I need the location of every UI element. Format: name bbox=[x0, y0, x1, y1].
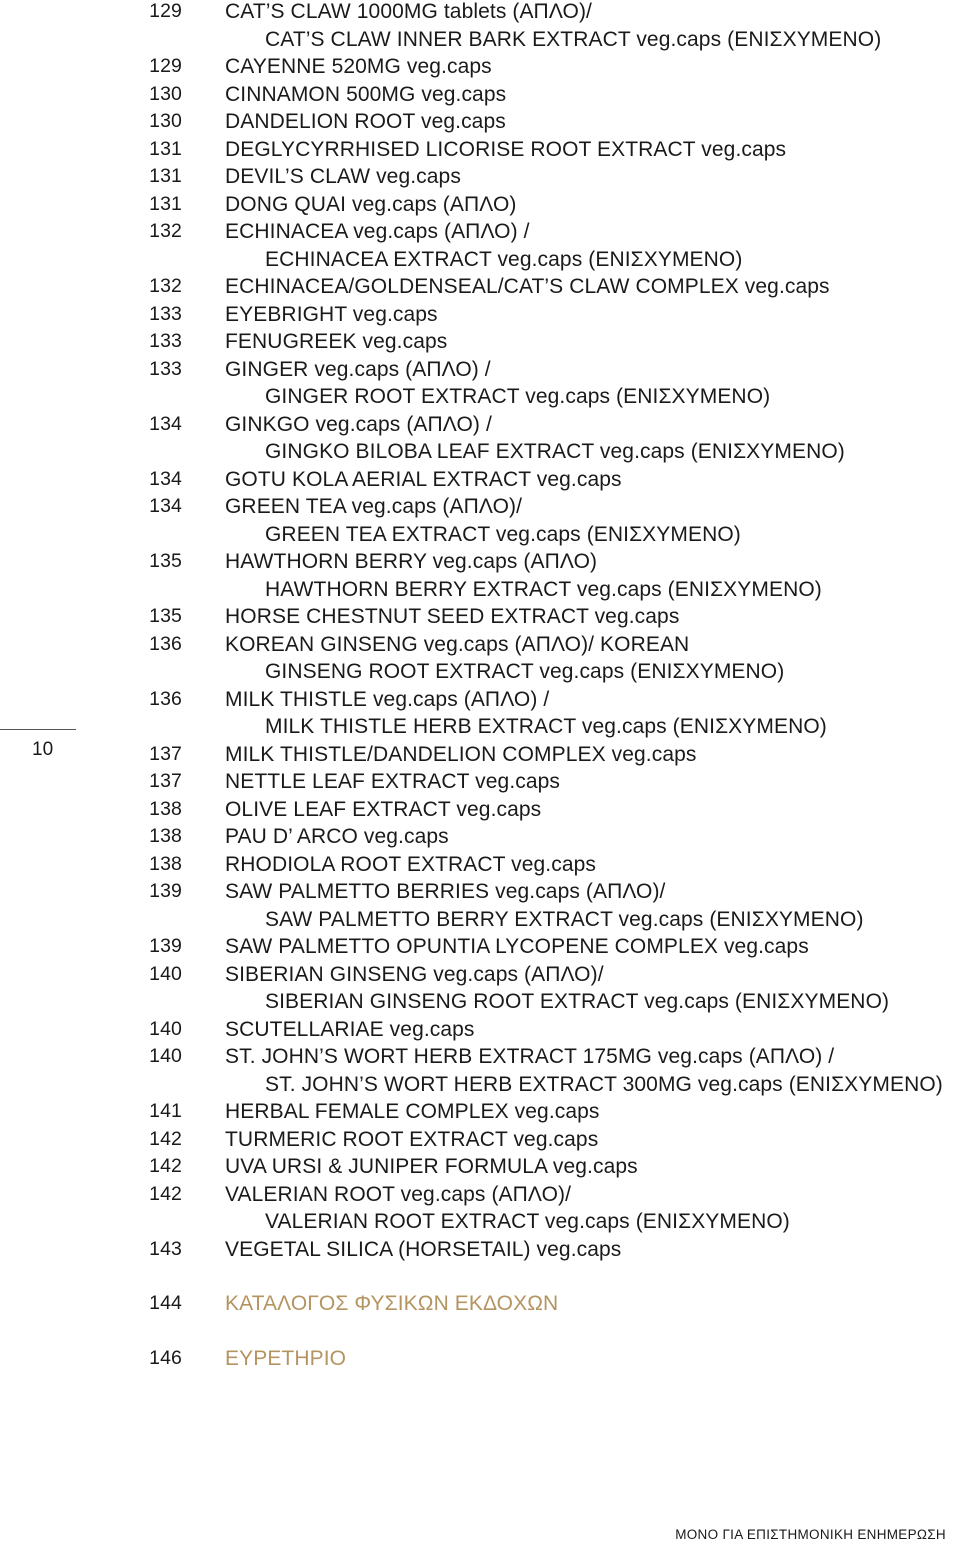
entry-title-continuation: GINGKO BILOBA LEAF EXTRACT veg.caps (ΕΝΙΣΧΥΜΕΝΟ) bbox=[265, 440, 845, 464]
page-number: 139 bbox=[149, 935, 182, 958]
page-number: 134 bbox=[149, 495, 182, 518]
entry-title: VALERIAN ROOT veg.caps (ΑΠΛΟ)/ bbox=[225, 1182, 572, 1206]
entry-title-continuation: MILK THISTLE HERB EXTRACT veg.caps (ΕΝΙΣΧΥΜΕΝΟ) bbox=[265, 715, 827, 739]
entry-title-continuation: CAT’S CLAW INNER BARK EXTRACT veg.caps (ΕΝΙΣΧΥΜΕΝΟ) bbox=[265, 27, 882, 51]
page-number: 130 bbox=[149, 110, 182, 133]
entry-title: HERBAL FEMALE COMPLEX veg.caps bbox=[225, 1100, 600, 1124]
page-number: 141 bbox=[149, 1100, 182, 1123]
entry-title: VEGETAL SILICA (HORSETAIL) veg.caps bbox=[225, 1237, 622, 1261]
page-number: 133 bbox=[149, 357, 182, 380]
page-number: 137 bbox=[149, 770, 182, 793]
page-number: 133 bbox=[149, 302, 182, 325]
entry-title: GREEN TEA veg.caps (ΑΠΛΟ)/ bbox=[225, 495, 523, 519]
page-number: 142 bbox=[149, 1182, 182, 1205]
page-number: 131 bbox=[149, 165, 182, 188]
page-number: 136 bbox=[149, 632, 182, 655]
page-number: 138 bbox=[149, 852, 182, 875]
page-number: 136 bbox=[149, 687, 182, 710]
entry-title-continuation: GINSENG ROOT EXTRACT veg.caps (ΕΝΙΣΧΥΜΕΝΟ) bbox=[265, 660, 785, 684]
entry-title-continuation: VALERIAN ROOT EXTRACT veg.caps (ΕΝΙΣΧΥΜΕΝΟ) bbox=[265, 1210, 790, 1234]
entry-title: DEGLYCYRRHISED LICORISE ROOT EXTRACT veg.caps bbox=[225, 137, 787, 161]
page-number: 146 bbox=[149, 1347, 182, 1370]
page-number: 144 bbox=[149, 1292, 182, 1315]
entry-title-continuation: GREEN TEA EXTRACT veg.caps (ΕΝΙΣΧΥΜΕΝΟ) bbox=[265, 522, 741, 546]
entry-title: HAWTHORN BERRY veg.caps (ΑΠΛΟ) bbox=[225, 550, 598, 574]
entry-title: OLIVE LEAF EXTRACT veg.caps bbox=[225, 797, 542, 821]
page-number: 140 bbox=[149, 962, 182, 985]
entry-title: ΚΑΤΑΛΟΓΟΣ ΦΥΣΙΚΩΝ ΕΚΔΟΧΩΝ bbox=[225, 1292, 559, 1316]
entry-title: SIBERIAN GINSENG veg.caps (ΑΠΛΟ)/ bbox=[225, 962, 604, 986]
entry-title: SCUTELLARIAE veg.caps bbox=[225, 1017, 475, 1041]
entry-title: ECHINACEA veg.caps (ΑΠΛΟ) / bbox=[225, 220, 530, 244]
side-page-number: 10 bbox=[32, 739, 54, 760]
entry-title: DEVIL’S CLAW veg.caps bbox=[225, 165, 461, 189]
entry-title: GINKGO veg.caps (ΑΠΛΟ) / bbox=[225, 412, 492, 436]
entry-title: MILK THISTLE/DANDELION COMPLEX veg.caps bbox=[225, 742, 697, 766]
page-number: 132 bbox=[149, 275, 182, 298]
entry-title: UVA URSI & JUNIPER FORMULA veg.caps bbox=[225, 1155, 638, 1179]
entry-title: PAU D’ ARCO veg.caps bbox=[225, 825, 449, 849]
page-number: 137 bbox=[149, 742, 182, 765]
entry-title: NETTLE LEAF EXTRACT veg.caps bbox=[225, 770, 561, 794]
page-number: 139 bbox=[149, 880, 182, 903]
page-number: 140 bbox=[149, 1045, 182, 1068]
page-number: 135 bbox=[149, 550, 182, 573]
entry-title: SAW PALMETTO BERRIES veg.caps (ΑΠΛΟ)/ bbox=[225, 880, 666, 904]
page-number: 143 bbox=[149, 1237, 182, 1260]
page-number: 132 bbox=[149, 220, 182, 243]
entry-title: CAT’S CLAW 1000MG tablets (ΑΠΛΟ)/ bbox=[225, 0, 592, 24]
page-number: 138 bbox=[149, 825, 182, 848]
entry-title: ST. JOHN’S WORT HERB EXTRACT 175MG veg.caps (ΑΠΛΟ) / bbox=[225, 1045, 835, 1069]
entry-title: DANDELION ROOT veg.caps bbox=[225, 110, 506, 134]
entry-title: GINGER veg.caps (ΑΠΛΟ) / bbox=[225, 357, 491, 381]
page-number: 129 bbox=[149, 0, 182, 23]
entry-title: CAYENNE 520MG veg.caps bbox=[225, 55, 492, 79]
page-number: 131 bbox=[149, 192, 182, 215]
page-number: 142 bbox=[149, 1155, 182, 1178]
side-divider bbox=[0, 729, 76, 730]
page-number: 134 bbox=[149, 412, 182, 435]
entry-title: HORSE CHESTNUT SEED EXTRACT veg.caps bbox=[225, 605, 680, 629]
entry-title: DONG QUAI veg.caps (ΑΠΛΟ) bbox=[225, 192, 517, 216]
entry-title: EYEBRIGHT veg.caps bbox=[225, 302, 438, 326]
page-number: 130 bbox=[149, 82, 182, 105]
page-number: 142 bbox=[149, 1127, 182, 1150]
page-number: 131 bbox=[149, 137, 182, 160]
entry-title-continuation: ECHINACEA EXTRACT veg.caps (ΕΝΙΣΧΥΜΕΝΟ) bbox=[265, 247, 743, 271]
entry-title-continuation: SAW PALMETTO BERRY EXTRACT veg.caps (ΕΝΙΣΧΥΜΕΝΟ) bbox=[265, 907, 864, 931]
entry-title: KOREAN GINSENG veg.caps (ΑΠΛΟ)/ KOREAN bbox=[225, 632, 690, 656]
entry-title-continuation: ST. JOHN’S WORT HERB EXTRACT 300MG veg.caps (ΕΝΙΣΧΥΜΕΝΟ) bbox=[265, 1072, 943, 1096]
page-number: 133 bbox=[149, 330, 182, 353]
entry-title: ΕΥΡΕΤΗΡΙΟ bbox=[225, 1347, 347, 1371]
entry-title: MILK THISTLE veg.caps (ΑΠΛΟ) / bbox=[225, 687, 550, 711]
entry-title: TURMERIC ROOT EXTRACT veg.caps bbox=[225, 1127, 599, 1151]
entry-title: ECHINACEA/GOLDENSEAL/CAT’S CLAW COMPLEX veg.caps bbox=[225, 275, 830, 299]
entry-title: RHODIOLA ROOT EXTRACT veg.caps bbox=[225, 852, 596, 876]
entry-title: GOTU KOLA AERIAL EXTRACT veg.caps bbox=[225, 467, 622, 491]
entry-title: SAW PALMETTO OPUNTIA LYCOPENE COMPLEX veg.caps bbox=[225, 935, 809, 959]
page-number: 135 bbox=[149, 605, 182, 628]
footer-disclaimer: ΜΟΝΟ ΓΙΑ ΕΠΙΣΤΗΜΟΝΙΚΗ ΕΝΗΜΕΡΩΣΗ bbox=[675, 1527, 946, 1542]
page-number: 138 bbox=[149, 797, 182, 820]
entry-title-continuation: HAWTHORN BERRY EXTRACT veg.caps (ΕΝΙΣΧΥΜΕΝΟ) bbox=[265, 577, 822, 601]
page-number: 129 bbox=[149, 55, 182, 78]
entry-title-continuation: GINGER ROOT EXTRACT veg.caps (ΕΝΙΣΧΥΜΕΝΟ) bbox=[265, 385, 771, 409]
entry-title: CINNAMON 500MG veg.caps bbox=[225, 82, 507, 106]
page-number: 140 bbox=[149, 1017, 182, 1040]
page-number: 134 bbox=[149, 467, 182, 490]
entry-title-continuation: SIBERIAN GINSENG ROOT EXTRACT veg.caps (ΕΝΙΣΧΥΜΕΝΟ) bbox=[265, 990, 890, 1014]
entry-title: FENUGREEK veg.caps bbox=[225, 330, 448, 354]
